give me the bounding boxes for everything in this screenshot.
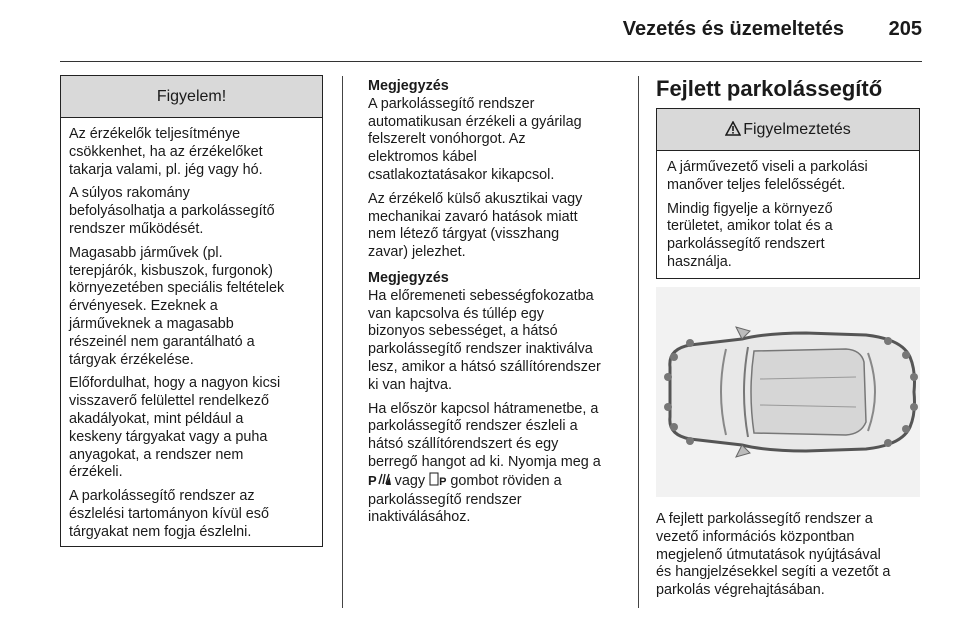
warning-paragraph-3: Magasabb járművek (pl. terepjárók, kisbuszok, furgonok) környezetében speciális feltételek érvényesek. Ezeknek a járműveknek a magasabb részeinél nem garantálható a tárgyak érzékelése. — [69, 244, 285, 368]
parking-button-icon: P — [429, 473, 446, 488]
header-title: Vezetés és üzemeltetés — [622, 18, 844, 40]
note-label-2: Megjegyzés — [368, 269, 449, 286]
column-divider-1 — [342, 76, 343, 608]
note2-text-b: vagy — [390, 472, 430, 489]
warning-box — [60, 75, 323, 547]
note2-paragraph-1: Ha előremeneti sebességfokozatba van kapcsolva és túllép egy bizonyos sebességet, a hátsó parkolássegítő rendszer inaktiválva lesz, amikor a hátsó szállítórendszer ki van hajtva. — [368, 287, 601, 393]
caution-box-title: Figyelmeztetés — [657, 109, 919, 151]
caution-paragraph-1: A járművezető viseli a parkolási manőver teljes felelősségét. — [667, 159, 868, 193]
note2-paragraph-2 — [368, 401, 628, 528]
warning-paragraph-5: A parkolássegítő rendszer az észlelési tartományon kívül eső tárgyakat nem fogja észlelni. — [69, 488, 269, 540]
note1-paragraph-2: Az érzékelő külső akusztikai vagy mechanikai zavaró hatások miatt nem létező tárgyat (visszhang zavar) jelezhet. — [368, 190, 583, 261]
park-assist-button-icon: P — [368, 473, 391, 488]
warning-triangle-icon — [725, 121, 741, 138]
page-header — [60, 0, 922, 62]
car-sensor-diagram — [656, 287, 920, 497]
car-top-view-illustration — [656, 287, 920, 497]
section-title: Fejlett parkolássegítő — [656, 76, 883, 101]
note-label-1: Megjegyzés — [368, 78, 449, 94]
note2-text-c: gombot röviden a parkolássegítő rendszer inaktiválásához. — [368, 472, 562, 526]
note1-paragraph-1: A parkolássegítő rendszer automatikusan érzékeli a gyárilag felszerelt vonóhorgot. Az elektromos kábel csatlakoztatásakor kikapcsol. — [368, 95, 582, 183]
caution-box — [656, 108, 920, 279]
caution-paragraph-2: Mindig figyelje a környező területet, amikor tolat és a parkolássegítő rendszert használja. — [667, 200, 833, 270]
description-block — [656, 511, 924, 606]
column-divider-2 — [638, 76, 639, 608]
warning-paragraph-2: A súlyos rakomány befolyásolhatja a parkolássegítő rendszer működését. — [69, 185, 275, 237]
warning-paragraph-1: Az érzékelők teljesítménye csökkenhet, ha az érzékelőket takarja valami, pl. jég vagy hó. — [69, 126, 263, 178]
page-number: 205 — [888, 18, 922, 40]
warning-paragraph-4: Előfordulhat, hogy a nagyon kicsi visszaverő felülettel rendelkező akadályokat, mint például a keskeny tárgyakat vagy a puha anyagokat, a rendszer nem érzékeli. — [69, 375, 281, 481]
warning-box-title: Figyelem! — [61, 76, 322, 118]
note2-text-a: Ha először kapcsol hátramenetbe, a parkolássegítő rendszer észleli a hátsó szállítórendszert és egy berregő hangot ad ki. Nyomja meg a — [368, 400, 601, 470]
notes-column — [368, 78, 628, 533]
advanced-park-assist-section — [656, 76, 920, 279]
section-description: A fejlett parkolássegítő rendszer a vezető információs központban megjelenő útmutatások nyújtásával és hangjelzésekkel segíti a vezetőt a parkolás végrehajtásában. — [656, 511, 891, 599]
